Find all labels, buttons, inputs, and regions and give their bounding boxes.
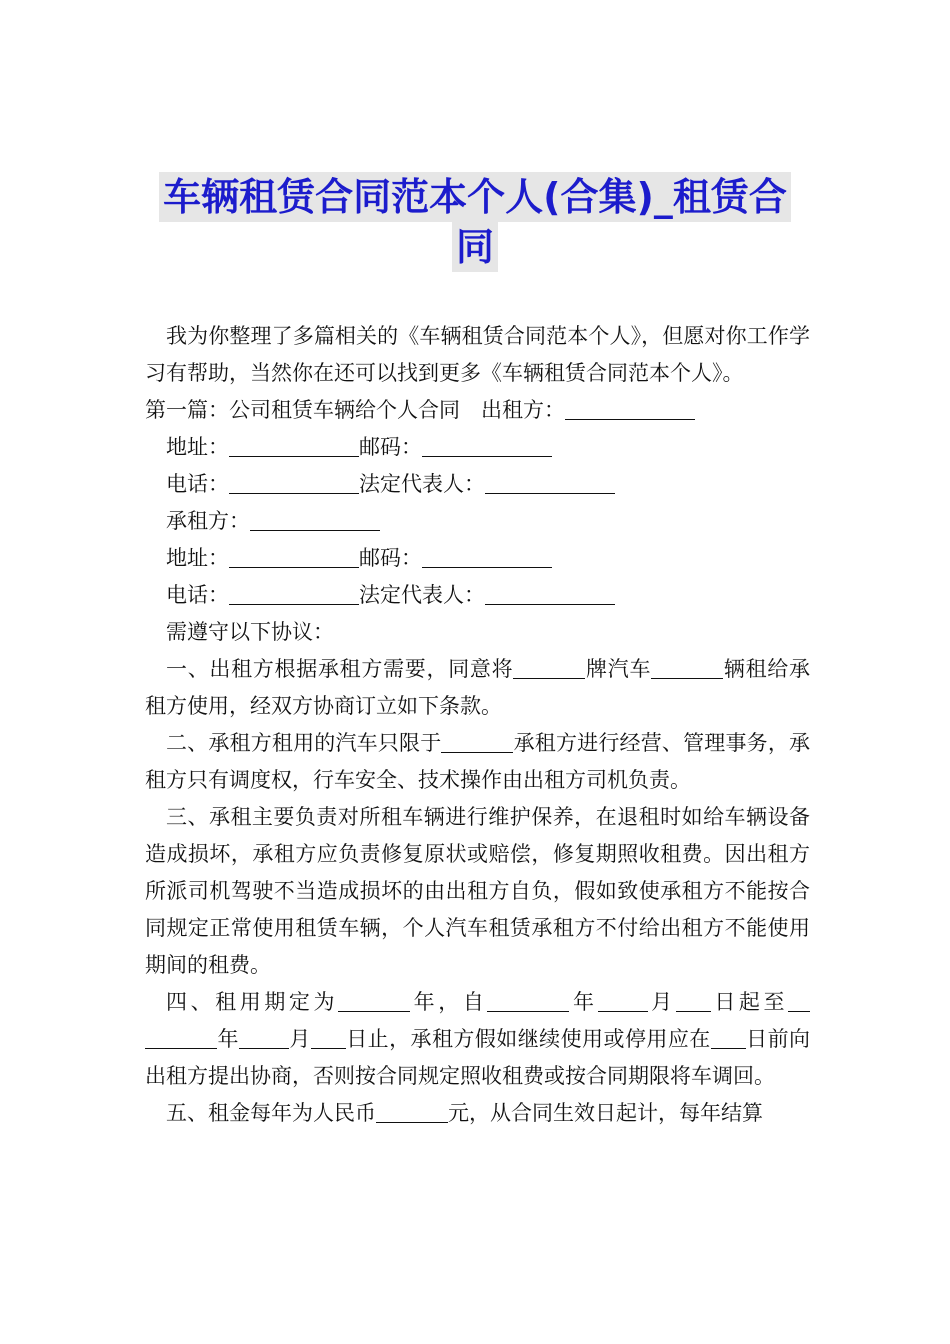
lessee-address-line [145, 540, 810, 577]
phone-label: 电话： [166, 583, 229, 607]
end-year-blank-a [788, 989, 810, 1012]
agreement-intro: 需遵守以下协议： [166, 620, 334, 644]
address-label: 地址： [166, 435, 229, 459]
lessor-address-blank [229, 434, 359, 457]
section-1-heading-line [145, 392, 810, 429]
rep-label: 法定代表人： [359, 583, 485, 607]
month-label: 月 [288, 1027, 311, 1051]
lessor-rep-blank [485, 471, 615, 494]
clause-4-text-a: 四、租用期定为 [166, 990, 339, 1014]
rep-label: 法定代表人： [359, 472, 485, 496]
postcode-label: 邮码： [359, 435, 422, 459]
year-label: 年 [217, 1027, 239, 1051]
document-title [150, 172, 800, 272]
clause-1-text-b: 牌汽车 [585, 657, 652, 681]
postcode-label: 邮码： [359, 546, 422, 570]
lessee-blank [250, 508, 380, 531]
lessee-phone-line [145, 577, 810, 614]
clause-3: 三、承租主要负责对所租车辆进行维护保养，在退租时如给车辆设备造成损坏，承租方应负责修复原状或赔偿，修复期照收租费。因出租方所派司机驾驶不当造成损坏的由出租方自负，假如致使承租方不能按合同规定正常使用租赁车辆，个人汽车租赁承租方不付给出租方不能使用期间的租费。 [145, 805, 810, 977]
clause-5-text-a: 五、租金每年为人民币 [166, 1101, 376, 1125]
from-label: ，自 [438, 990, 488, 1014]
phone-label: 电话： [166, 472, 229, 496]
clause-5-text-b: 元，从合同生效日起计，每年结算 [448, 1101, 763, 1125]
lessee-label: 承租方： [166, 509, 250, 533]
start-month-blank [598, 989, 648, 1012]
start-day-blank [676, 989, 711, 1012]
year-label: 年 [569, 990, 598, 1014]
clause-4 [145, 984, 810, 1095]
start-year-blank [487, 989, 569, 1012]
clause-1-text-a: 一、出租方根据承租方需要，同意将 [166, 657, 514, 681]
lessor-phone-blank [229, 471, 359, 494]
usage-scope-blank [441, 730, 513, 753]
clause-2-text-b: 承租方进行经营、管理事务，承租方只有调度权，行车安全、技术操作由出租方司机负责。 [145, 731, 810, 792]
lessor-blank [565, 397, 695, 420]
clause-4-text-end: 日止，承租方假如继续使用或停用应在 [345, 1027, 711, 1051]
notice-days-blank [711, 1026, 746, 1049]
section-1-heading: 第一篇：公司租赁车辆给个人合同 [145, 398, 460, 422]
clause-1 [145, 651, 810, 725]
lessee-line [145, 503, 810, 540]
title-line-2: 同 [452, 222, 498, 272]
lessor-label: 出租方： [481, 398, 565, 422]
lessee-phone-blank [229, 582, 359, 605]
lessor-address-line [145, 429, 810, 466]
year-label: 年 [410, 990, 439, 1014]
day-to-label: 日起至 [710, 990, 789, 1014]
address-label: 地址： [166, 546, 229, 570]
clause-5 [145, 1095, 810, 1132]
intro-paragraph: 我为你整理了多篇相关的《车辆租赁合同范本个人》，但愿对你工作学习有帮助，当然你在还可以找到更多《车辆租赁合同范本个人》。 [145, 324, 810, 385]
document-body [145, 318, 810, 1132]
clause-2 [145, 725, 810, 799]
vehicle-count-blank [651, 656, 723, 679]
month-label: 月 [647, 990, 676, 1014]
lessor-phone-line [145, 466, 810, 503]
end-month-blank [239, 1026, 289, 1049]
lessor-postcode-blank [422, 434, 552, 457]
title-line-1: 车辆租赁合同范本个人(合集)_租赁合 [159, 172, 791, 222]
lessee-rep-blank [485, 582, 615, 605]
term-years-blank [338, 989, 410, 1012]
rent-amount-blank [376, 1100, 448, 1123]
end-day-blank [311, 1026, 346, 1049]
clause-4-text-rest: 日前向出租方提出协商，否则按合同规定照收租费或按合同期限将车调回。 [145, 1027, 811, 1088]
end-year-blank-b [145, 1026, 217, 1049]
clause-2-text-a: 二、承租方租用的汽车只限于 [166, 731, 442, 755]
lessee-address-blank [229, 545, 359, 568]
clause-1-text-c: 辆租给承租方使用，经双方协商订立如下条款。 [145, 657, 811, 718]
lessee-postcode-blank [422, 545, 552, 568]
plate-blank [513, 656, 585, 679]
